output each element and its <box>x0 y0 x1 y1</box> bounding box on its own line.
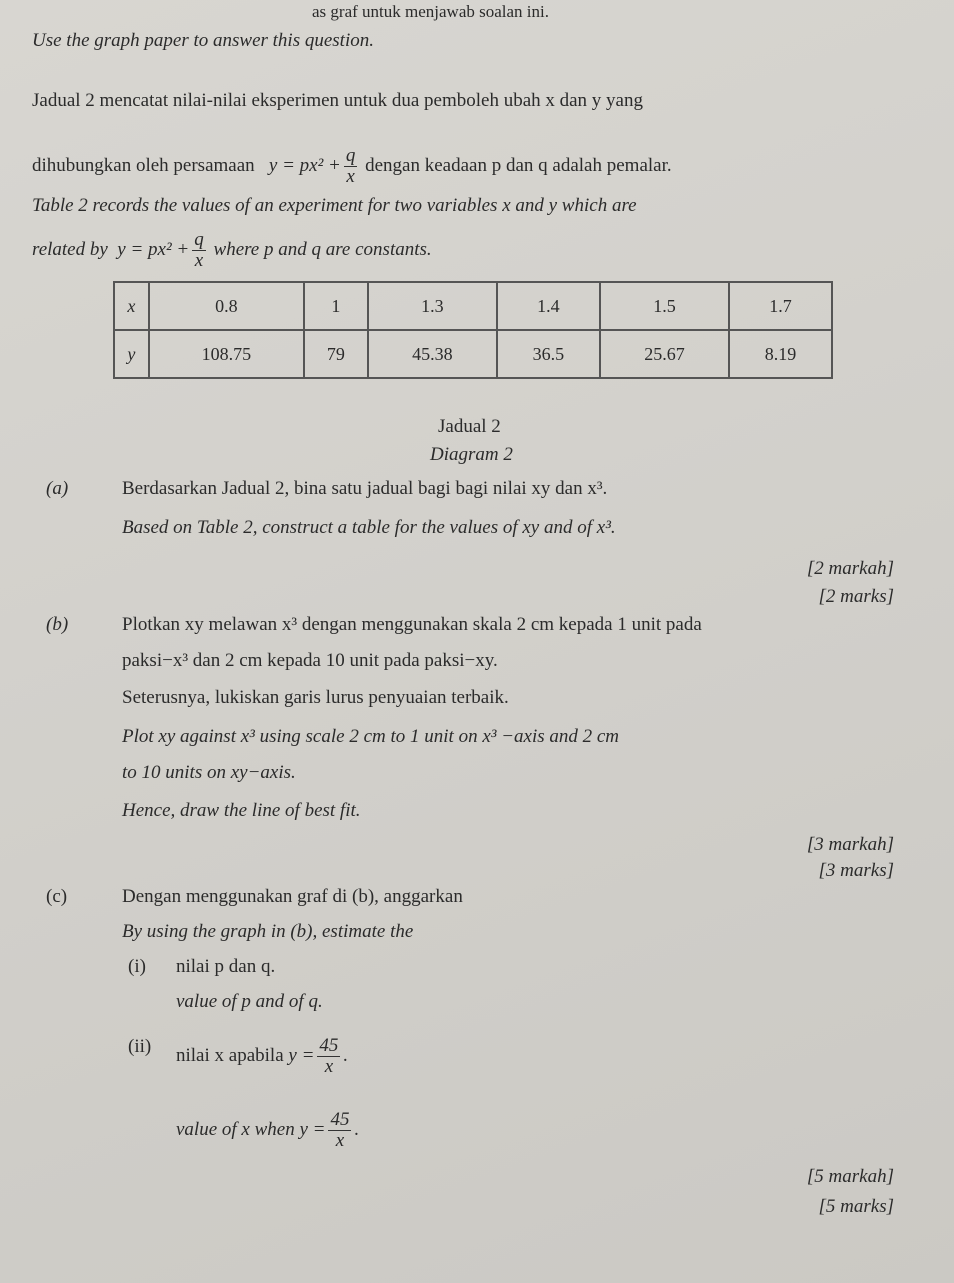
instruction-english: Use the graph paper to answer this question. <box>32 30 374 51</box>
data-table <box>113 281 833 379</box>
equation-lhs: y = <box>299 1118 326 1140</box>
part-a-label: (a) <box>46 478 69 499</box>
part-c-malay: Dengan menggunakan graf di (b), anggarkan <box>122 886 463 907</box>
marks-english: [2 marks] <box>818 586 894 607</box>
table-cell: 1.4 <box>497 282 600 330</box>
table-cell: 36.5 <box>497 330 600 378</box>
equation-lhs: y = <box>288 1044 315 1066</box>
part-b-english1: Plot xy against x³ using scale 2 cm to 1 unit on x³ −axis and 2 cm <box>122 726 620 747</box>
equation-lhs: y = px² + <box>268 154 341 176</box>
marks-english: [3 marks] <box>818 860 894 881</box>
part-b-malay1: Plotkan xy melawan x³ dengan menggunakan skala 2 cm kepada 1 unit pada <box>122 614 702 635</box>
equation-lhs: y = px² + <box>117 238 190 260</box>
part-c-ii-english <box>176 1110 359 1151</box>
part-b-english2: to 10 units on xy−axis. <box>122 762 296 783</box>
intro-malay-line1: Jadual 2 mencatat nilai-nilai eksperimen untuk dua pemboleh ubah x dan y yang <box>32 90 643 111</box>
table-row <box>114 282 832 330</box>
marks-malay: [3 markah] <box>806 834 894 855</box>
part-b-label: (b) <box>46 614 69 635</box>
table-cell: 8.19 <box>729 330 832 378</box>
intro-text: dengan keadaan p dan q adalah pemalar. <box>365 154 672 176</box>
equation-num: q <box>345 145 356 166</box>
marks-english: [5 marks] <box>818 1196 894 1217</box>
marks-malay: [5 markah] <box>806 1166 894 1187</box>
table-row <box>114 330 832 378</box>
table-cell: 25.67 <box>600 330 729 378</box>
equation-den: x <box>324 1055 334 1077</box>
caption-malay: Jadual 2 <box>438 416 501 437</box>
part-b-english3: Hence, draw the line of best fit. <box>122 800 361 821</box>
part-b-malay2: paksi−x³ dan 2 cm kepada 10 unit pada paksi−xy. <box>122 650 498 671</box>
part-c-i-label: (i) <box>128 956 146 977</box>
intro-malay-line2 <box>32 146 672 187</box>
part-c-ii-text: value of x when <box>176 1118 295 1140</box>
table-cell: 1.7 <box>729 282 832 330</box>
equation: y = $\frac{45}{x}$ . <box>299 1109 360 1151</box>
intro-text: related by <box>32 238 108 260</box>
equation <box>268 145 360 187</box>
intro-text: where p and q are constants. <box>213 238 432 260</box>
part-a-english: Based on Table 2, construct a table for the values of xy and of x³. <box>122 517 616 538</box>
row-header: y <box>114 330 149 378</box>
equation-den: x <box>346 165 355 187</box>
table-cell: 1 <box>304 282 368 330</box>
part-c-label: (c) <box>46 886 68 907</box>
caption-english: Diagram 2 <box>430 444 513 465</box>
part-a-malay: Berdasarkan Jadual 2, bina satu jadual bagi bagi nilai xy dan x³. <box>122 478 608 499</box>
part-c-english: By using the graph in (b), estimate the <box>122 921 414 942</box>
equation <box>117 229 208 271</box>
equation-den: x <box>335 1129 345 1151</box>
part-c-i-english: value of p and of q. <box>176 991 323 1012</box>
marks-malay: [2 markah] <box>806 558 894 579</box>
equation-num: 45 <box>330 1109 350 1130</box>
table-cell: 79 <box>304 330 368 378</box>
instruction-malay: as graf untuk menjawab soalan ini. <box>312 2 549 21</box>
part-c-ii-malay <box>176 1036 348 1077</box>
table-cell: 1.5 <box>600 282 729 330</box>
equation: y = $\frac{45}{x}$ . <box>288 1035 349 1077</box>
part-c-i-malay: nilai p dan q. <box>176 956 276 977</box>
part-c-ii-label: (ii) <box>128 1036 152 1057</box>
part-c-ii-text: nilai x apabila <box>176 1044 284 1066</box>
table-cell: 0.8 <box>149 282 304 330</box>
equation-den: x <box>194 249 204 271</box>
table-cell: 1.3 <box>368 282 497 330</box>
equation-num: 45 <box>319 1035 339 1056</box>
row-header: x <box>114 282 149 330</box>
table-cell: 108.75 <box>149 330 304 378</box>
table-cell: 45.38 <box>368 330 497 378</box>
part-b-malay3: Seterusnya, lukiskan garis lurus penyuaian terbaik. <box>122 687 509 708</box>
equation-num: q <box>194 229 204 250</box>
intro-english-line2 <box>32 230 432 271</box>
intro-text: dihubungkan oleh persamaan <box>32 154 255 176</box>
intro-english-line1: Table 2 records the values of an experiment for two variables x and y which are <box>32 195 637 216</box>
